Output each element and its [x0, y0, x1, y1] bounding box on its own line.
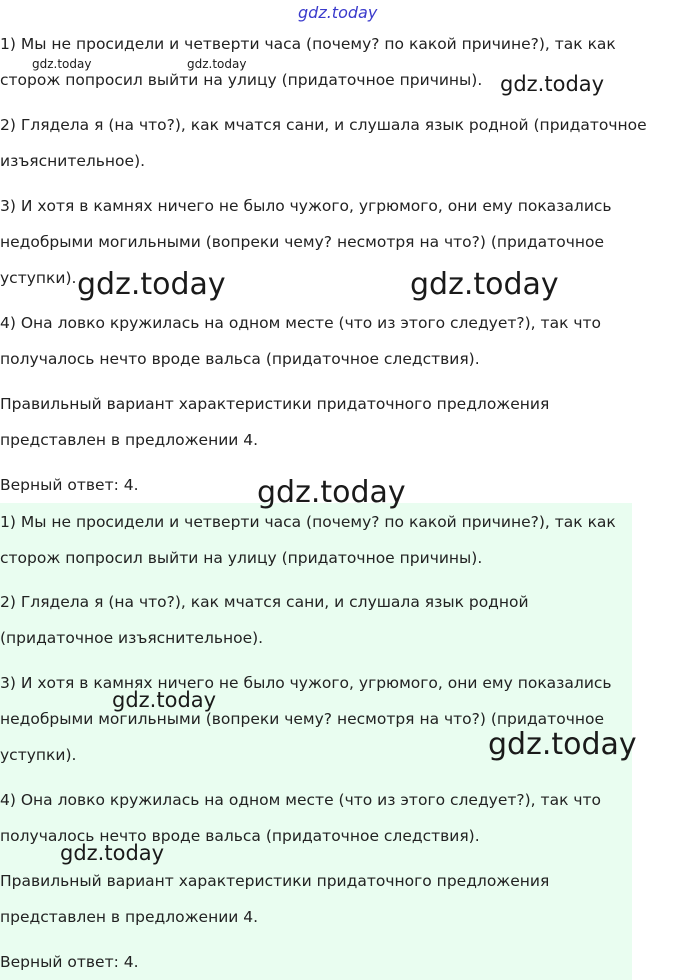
highlighted-answer-text: Верный ответ: 4.	[0, 953, 139, 971]
paragraph-3: 3) И хотя в камнях ничего не было чужого, угрюмого, они ему показались недобрыми могильными (вопреки чему? несмотря на что?) (придаточное уступки).	[0, 197, 612, 287]
conclusion-paragraph: Правильный вариант характеристики придаточного предложения представлен в предложении 4.	[0, 395, 550, 449]
answer-text: Верный ответ: 4.	[0, 476, 139, 494]
highlighted-conclusion-paragraph: Правильный вариант характеристики придаточного предложения представлен в предложении 4.	[0, 872, 550, 926]
highlighted-paragraph-3: 3) И хотя в камнях ничего не было чужого, угрюмого, они ему показались недобрыми могильными (вопреки чему? несмотря на что?) (придаточное уступки).	[0, 674, 612, 764]
header-watermark: gdz.today	[298, 3, 378, 22]
watermark: gdz.today	[32, 57, 92, 71]
highlighted-paragraph-4: 4) Она ловко кружилась на одном месте (что из этого следует?), так что получалось нечто вроде вальса (придаточное следствия).	[0, 791, 602, 845]
paragraph-4: 4) Она ловко кружилась на одном месте (что из этого следует?), так что получалось нечто вроде вальса (придаточное следствия).	[0, 314, 602, 368]
watermark: gdz.today	[257, 475, 406, 510]
highlighted-paragraph-1: 1) Мы не просидели и четверти часа (почему? по какой причине?), так как сторож попросил выйти на улицу (придаточное причины).	[0, 513, 616, 567]
watermark: gdz.today	[60, 841, 165, 865]
paragraph-2: 2) Глядела я (на что?), как мчатся сани, и слушала язык родной (придаточное изъяснительное).	[0, 116, 647, 170]
watermark: gdz.today	[410, 267, 559, 302]
watermark: gdz.today	[112, 688, 217, 712]
watermark: gdz.today	[488, 727, 637, 762]
highlighted-paragraph-2: 2) Глядела я (на что?), как мчатся сани, и слушала язык родной (придаточное изъяснительное).	[0, 593, 529, 647]
paragraph-1: 1) Мы не просидели и четверти часа (почему? по какой причине?), так как сторож попросил выйти на улицу (придаточное причины).	[0, 35, 616, 89]
watermark: gdz.today	[500, 72, 605, 96]
watermark: gdz.today	[77, 267, 226, 302]
watermark: gdz.today	[187, 57, 247, 71]
